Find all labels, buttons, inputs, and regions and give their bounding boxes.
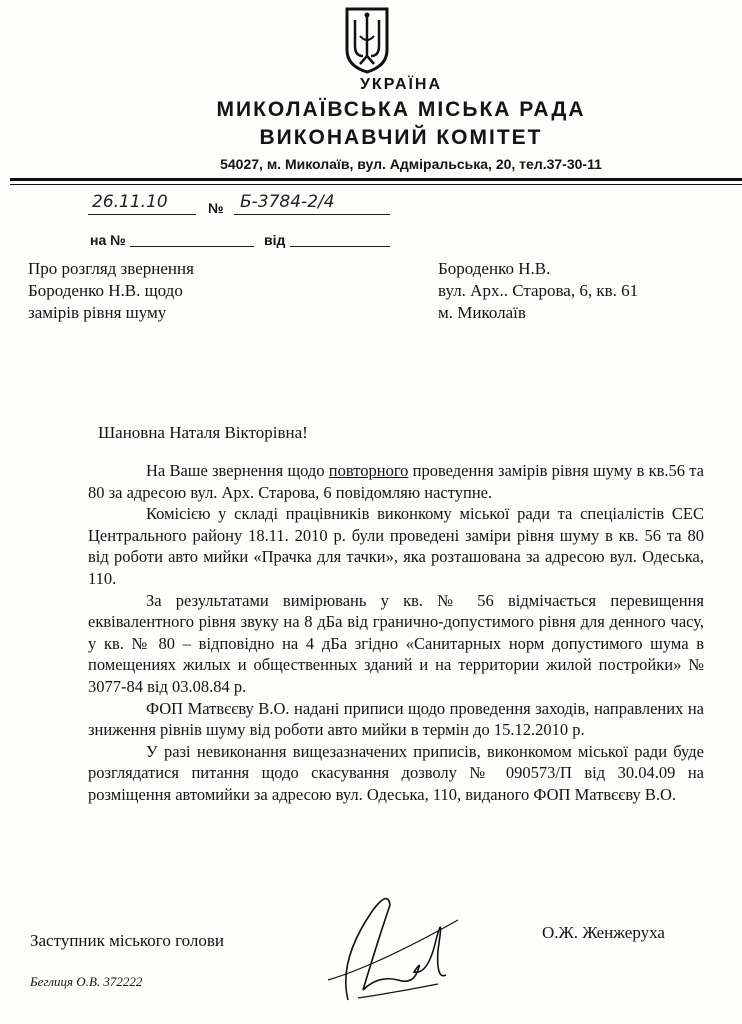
coat-of-arms-icon [344,6,390,74]
subject-block [28,258,194,324]
body-paragraph: У разі невиконання вищезазначених приписів, виконкомом міської ради буде розглядатися питання щодо скасування дозволу № 090573/П від 30.04.09 на розміщення автомийки за адресою вул. Одеська, 110, виданого ФОП Матвєєву В.О. [88,741,704,804]
committee-heading: ВИКОНАВЧИЙ КОМІТЕТ [259,126,543,149]
header-divider [10,178,742,181]
body-text: проведення замірів рівня шуму в кв.56 та 80 за адресою вул. Арх. Старова, 6 повідомляю наступне. [88,461,704,502]
subject-line: замірів рівня шуму [28,303,167,322]
handwritten-signature [318,880,468,1020]
council-heading: МИКОЛАЇВСЬКА МІСЬКА РАДА [216,98,586,121]
ref-date-label: від [264,232,286,248]
addressee-line: вул. Арх.. Старова, 6, кв. 61 [438,281,639,300]
body-paragraph: Комісією у складі працівників виконкому міської ради та спеціалістів СЕС Центрального району 18.11. 2010 р. були проведені заміри рівня шуму в кв. 56 та 80 від роботи авто мийки «Прачка для тачки», яка розташована за адресою вул. Одеська, 110. [88,504,704,588]
ref-number-label: на № [90,232,126,248]
addressee-line: Бороденко Н.В. [438,259,551,278]
country-heading: УКРАЇНА [359,76,443,93]
subject-line: Бороденко Н.В. щодо [28,281,183,300]
ref-date-line [290,228,390,247]
subject-line: Про розгляд звернення [28,259,194,278]
number-label: № [208,200,224,216]
ref-number-line [130,228,254,247]
outgoing-date: 26.11.10 [92,192,168,212]
addressee-block [438,258,638,324]
header-address: 54027, м. Миколаїв, вул. Адміральська, 20, тел.37-30-11 [220,156,602,172]
body-text: На Ваше звернення щодо [146,461,329,480]
addressee-line: м. Миколаїв [438,303,526,322]
salutation: Шановна Наталя Вікторівна! [98,423,308,442]
executor-info: Беглиця О.В. 372222 [30,974,143,989]
signatory-position: Заступник міського голови [30,931,225,950]
outgoing-number: Б-3784-2/4 [240,192,335,212]
letter-body [88,460,704,806]
header-divider-thin [10,184,742,185]
body-paragraph: За результатами вимірювань у кв. № 56 відмічається перевищення еквівалентного рівня звуку на 8 дБа від гранично-допустимого рівня для денного часу, у кв. № 80 – відповідно на 4 дБа згідно «Санитарных норм допустимого шума в помещениях жилых и общественных зданий и на территории жилой постройки» № 3077-84 від 03.08.84 р. [88,590,704,696]
signatory-name: О.Ж. Женжеруха [542,923,665,942]
body-paragraph: ФОП Матвєєву В.О. надані приписи щодо проведення заходів, направлених на зниження рівнів шуму від роботи авто мийки в термін до 15.12.2010 р. [88,698,704,740]
body-underlined-text: повторного [328,461,409,480]
body-paragraph [88,460,704,503]
